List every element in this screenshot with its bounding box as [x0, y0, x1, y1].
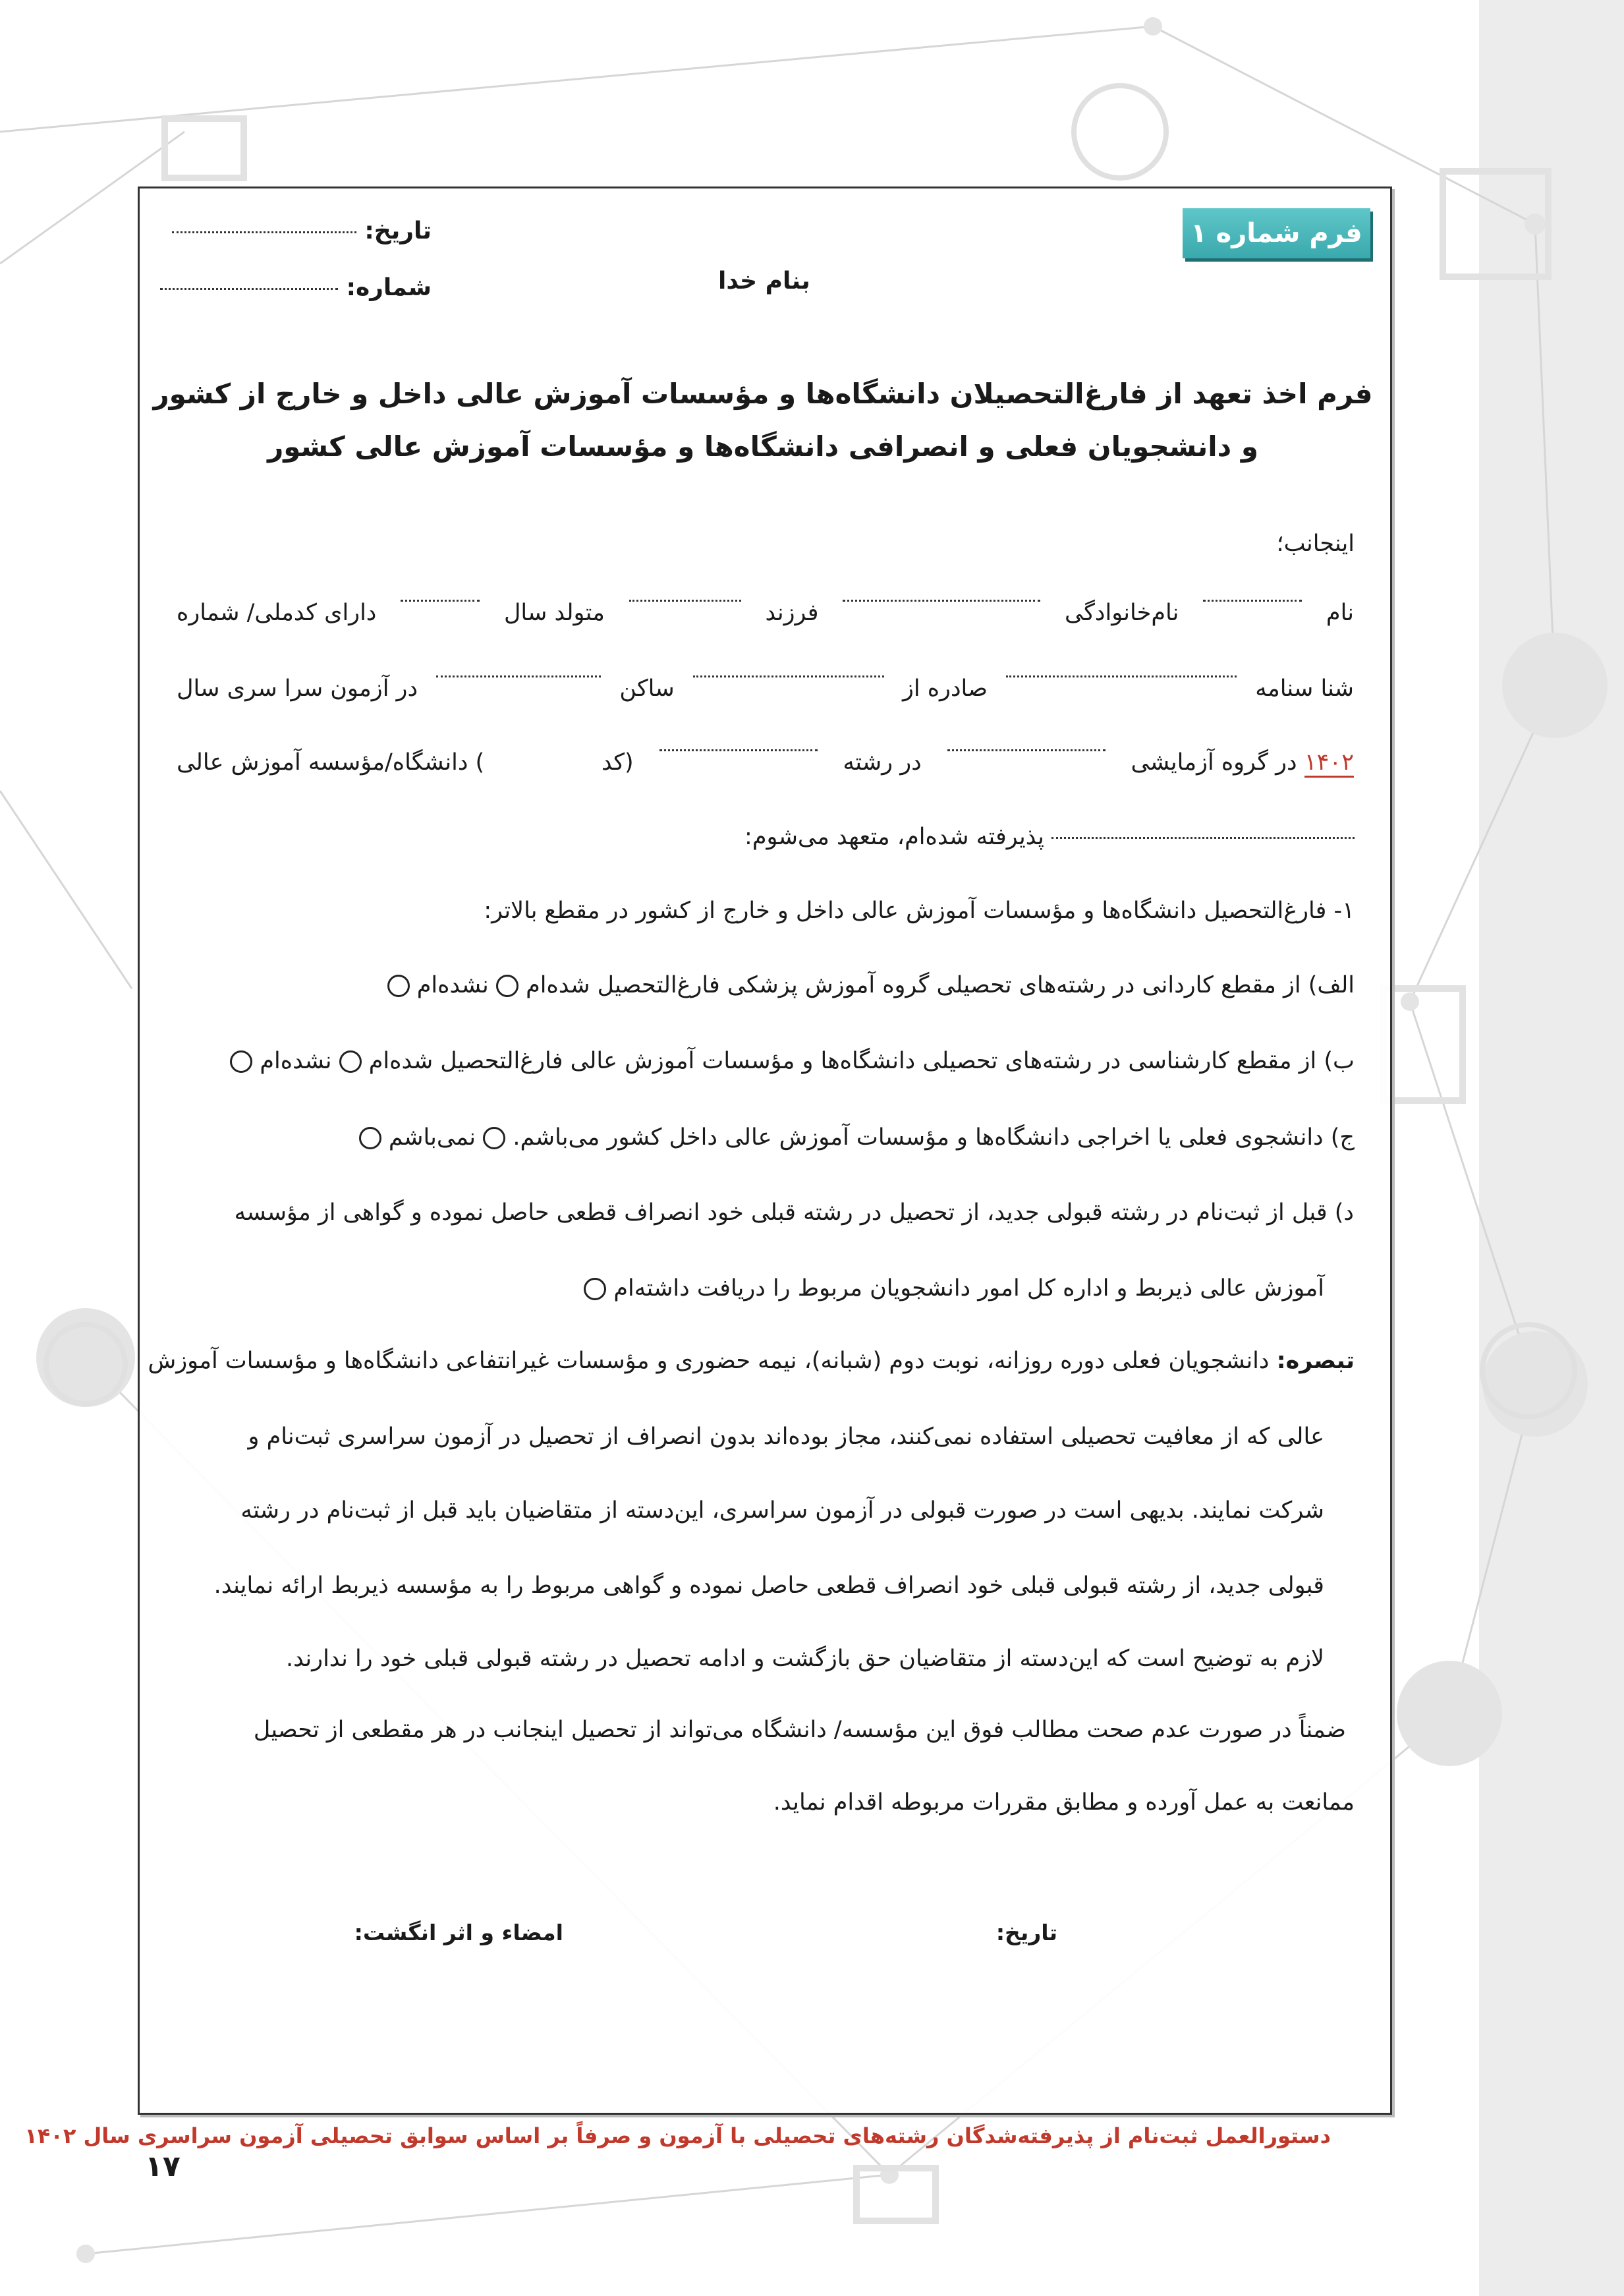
identity-row-1 — [177, 600, 1354, 626]
identity-row-4 — [744, 824, 1355, 850]
item-jim — [359, 1124, 1355, 1151]
alef-yes-radio[interactable] — [496, 975, 518, 997]
child-of-label: فرزند — [765, 600, 819, 626]
item-dal-text2: آموزش عالی ذیربط و اداره کل امور دانشجویان مربوط را دریافت داشته‌ام — [613, 1275, 1324, 1302]
item-1-heading: ۱- فارغ‌التحصیل دانشگاه‌ها و مؤسسات آموزش عالی داخل و خارج از کشور در مقطع بالاتر: — [484, 898, 1355, 924]
family-name-blank — [843, 600, 1040, 602]
identity-row-3 — [177, 749, 1354, 776]
item-alef — [387, 972, 1355, 998]
first-name-blank — [1203, 600, 1302, 602]
item-jim-text: ج) دانشجوی فعلی یا اخراجی دانشگاه‌ها و مؤسسات آموزش عالی داخل کشور می‌باشم. — [513, 1124, 1355, 1151]
id-card-label: شنا سنامه — [1255, 675, 1354, 702]
father-name-blank — [629, 600, 741, 602]
national-code-label: دارای کدملی/ شماره — [177, 600, 377, 626]
final-line2: ممانعت به عمل آورده و مطابق مقررات مربوطه اقدام نماید. — [773, 1789, 1355, 1816]
form-frame — [138, 187, 1392, 2115]
university-label: ) دانشگاه/مؤسسه آموزش عالی — [177, 749, 485, 776]
item-dal-line1 — [177, 1199, 1354, 1226]
jim-yes-radio[interactable] — [483, 1127, 505, 1149]
number-label: شماره: — [346, 274, 432, 301]
family-name-label: نام‌خانوادگی — [1065, 600, 1179, 626]
major-blank — [659, 749, 818, 751]
note-line5: لازم به توضیح است که این‌دسته از متقاضیان حق بازگشت و ادامه تحصیل در رشته قبولی قبلی خود را ندارند. — [285, 1646, 1324, 1672]
item-be-no-label: نشده‌ام — [260, 1048, 332, 1074]
date-dotted-line — [172, 231, 356, 233]
identity-row-2 — [177, 675, 1354, 702]
item-alef-no-label: نشده‌ام — [416, 972, 489, 998]
birth-year-blank — [401, 600, 480, 602]
university-blank — [1051, 837, 1355, 839]
accepted-text: پذیرفته شده‌ام، متعهد می‌شوم: — [744, 824, 1044, 850]
item-be — [230, 1048, 1355, 1074]
item-dal-line2 — [584, 1275, 1324, 1302]
date-label: تاریخ: — [364, 217, 432, 244]
signature-label: امضاء و اثر انگشت: — [354, 1920, 563, 1945]
note-line2: عالی که از معافیت تحصیلی استفاده نمی‌کنند، مجاز بوده‌اند بدون انصراف از تحصیل در آزمون سراسری ثبت‌نام و — [248, 1423, 1324, 1450]
number-dotted-line — [160, 288, 338, 290]
page-number: ۱۷ — [145, 2150, 181, 2183]
intro-text: اینجانب؛ — [1276, 531, 1355, 557]
signature-date-label: تاریخ: — [995, 1920, 1057, 1945]
note-label: تبصره: — [1276, 1348, 1355, 1374]
form-number-badge: فرم شماره ۱ — [1183, 208, 1370, 258]
item-jim-no-label: نمی‌باشم — [388, 1124, 476, 1151]
exam-group-blank — [947, 749, 1106, 751]
jim-no-radio[interactable] — [359, 1127, 381, 1149]
code-label: (کد — [602, 749, 634, 776]
number-header-field — [160, 274, 432, 301]
final-line1: ضمناً در صورت عدم صحت مطالب فوق این مؤسسه/ دانشگاه می‌تواند از تحصیل اینجانب در هر مقطعی از تحصیل — [253, 1717, 1346, 1743]
note-text1: دانشجویان فعلی دوره روزانه، نوبت دوم (شبانه)، نیمه حضوری و مؤسسات غیرانتفاعی دانشگاه‌ها و مؤسسات آموزش — [148, 1348, 1270, 1374]
be-yes-radio[interactable] — [339, 1050, 362, 1073]
exam-year-value: ۱۴۰۲ — [1304, 749, 1354, 778]
dal-radio[interactable] — [584, 1278, 606, 1300]
alef-no-radio[interactable] — [387, 975, 410, 997]
be-no-radio[interactable] — [230, 1050, 252, 1073]
item-dal-text1: د) قبل از ثبت‌نام در رشته قبولی جدید، از تحصیل در رشته قبلی خود انصراف قطعی حاصل نموده و گواهی از مؤسسه — [234, 1199, 1354, 1226]
note-line1 — [148, 1348, 1355, 1374]
bismillah: بنام خدا — [718, 268, 810, 295]
note-line4: قبولی جدید، از رشته قبولی قبلی خود انصراف قطعی حاصل نموده و گواهی مربوط را به مؤسسه ذیربط ارائه نمایند. — [213, 1572, 1324, 1599]
resident-label: ساکن — [619, 675, 675, 702]
page-footer: دستورالعمل ثبت‌نام از پذیرفته‌شدگان رشته‌های تحصیلی با آزمون و صرفاً بر اساس سوابق تحصیلی آزمون سراسری سال ۱۴۰۲ — [24, 2123, 1331, 2148]
item-alef-text: الف) از مقطع کاردانی در رشته‌های تحصیلی گروه آموزش پزشکی فارغ‌التحصیل شده‌ام — [526, 972, 1355, 998]
id-card-blank — [1006, 675, 1237, 677]
form-title-line1: فرم اخذ تعهد از فارغ‌التحصیلان دانشگاه‌ها و مؤسسات آموزش عالی داخل و خارج از کشور — [153, 378, 1373, 410]
issued-from-blank — [693, 675, 884, 677]
note-line3: شرکت نمایند. بدیهی است در صورت قبولی در آزمون سراسری، این‌دسته از متقاضیان باید قبل از ثبت‌نام در رشته — [240, 1497, 1324, 1524]
form-title-line2: و دانشجویان فعلی و انصرافی دانشگاه‌ها و مؤسسات آموزش عالی کشور — [267, 430, 1258, 463]
date-header-field — [172, 217, 432, 244]
birth-year-label: متولد سال — [503, 600, 605, 626]
major-label: در رشته — [843, 749, 922, 776]
item-be-text: ب) از مقطع کارشناسی در رشته‌های تحصیلی دانشگاه‌ها و مؤسسات آموزش عالی فارغ‌التحصیل شده‌ام — [368, 1048, 1355, 1074]
issued-from-label: صادره از — [902, 675, 988, 702]
exam-group-label: در گروه آزمایشی — [1131, 749, 1297, 776]
resident-blank — [436, 675, 601, 677]
exam-year-label: در آزمون سرا سری سال — [177, 675, 418, 702]
first-name-label: نام — [1326, 600, 1354, 626]
